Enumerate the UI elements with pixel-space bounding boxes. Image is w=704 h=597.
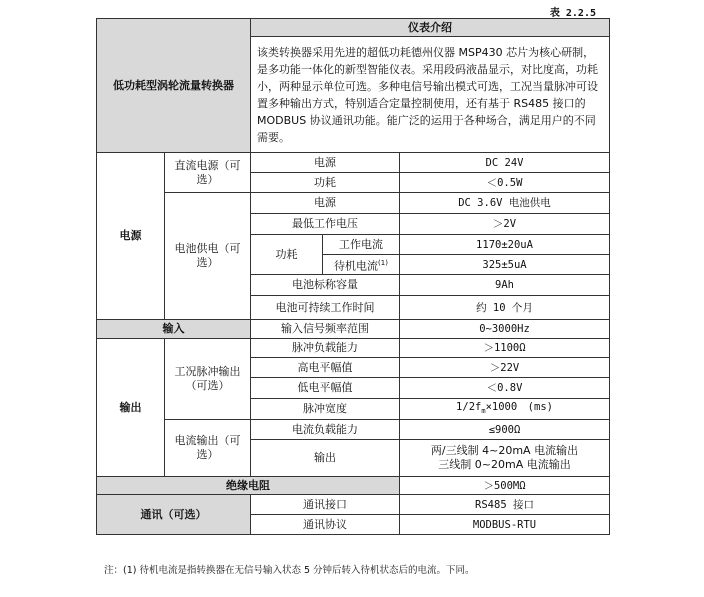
param-cell: 通讯协议: [251, 515, 400, 535]
param-cell: 最低工作电压: [251, 214, 400, 235]
table-row: [97, 320, 610, 339]
param-cell: [323, 255, 400, 275]
param-cell: 脉冲宽度: [251, 399, 400, 420]
table-row: [97, 477, 610, 495]
table-row: [97, 19, 610, 37]
footnote: 注：(1) 待机电流是指转换器在无信号输入状态 5 分钟后转入待机状态后的电流。下同。: [104, 565, 475, 576]
product-name-cell: 低功耗型涡轮流量转换器: [97, 19, 251, 153]
input-label: 输入: [97, 320, 251, 339]
value-cell: DC 24V: [400, 153, 610, 173]
formula-subscript: m: [481, 407, 486, 416]
current-output-line2: 三线制 0~20mA 电流输出: [438, 458, 571, 471]
value-cell: DC 3.6V 电池供电: [400, 193, 610, 214]
standby-label: 待机电流: [334, 259, 379, 273]
param-cell: 高电平幅值: [251, 358, 400, 378]
insulation-label: 绝缘电阻: [97, 477, 400, 495]
param-cell: 电源: [251, 193, 400, 214]
consumption-label: 功耗: [251, 235, 323, 275]
table-row: [97, 193, 610, 214]
dc-power-label: 直流电源（可选）: [165, 153, 251, 193]
output-label: 输出: [97, 339, 165, 477]
value-cell: 9Ah: [400, 275, 610, 296]
table-row: [97, 153, 610, 173]
spec-table: [96, 18, 610, 535]
value-cell: ＞22V: [400, 358, 610, 378]
param-cell: 工作电流: [323, 235, 400, 255]
value-cell: 约 10 个月: [400, 296, 610, 320]
current-output-label: 电流输出（可选）: [165, 420, 251, 477]
intro-title: 仪表介绍: [251, 19, 610, 37]
value-cell: [400, 440, 610, 477]
value-cell: 0~3000Hz: [400, 320, 610, 339]
value-cell: 325±5uA: [400, 255, 610, 275]
footnote-ref: (1): [378, 258, 388, 267]
param-cell: 输出: [251, 440, 400, 477]
table-row: [97, 495, 610, 515]
value-cell: ≤900Ω: [400, 420, 610, 440]
param-cell: 脉冲负载能力: [251, 339, 400, 358]
param-cell: 电池标称容量: [251, 275, 400, 296]
value-cell: MODBUS-RTU: [400, 515, 610, 535]
table-row: [97, 339, 610, 358]
value-cell: ＜0.5W: [400, 173, 610, 193]
pulse-output-label: 工况脉冲输出（可选）: [165, 339, 251, 420]
value-cell: RS485 接口: [400, 495, 610, 515]
param-cell: 输入信号频率范围: [251, 320, 400, 339]
param-cell: 低电平幅值: [251, 378, 400, 399]
comm-label: 通讯（可选）: [97, 495, 251, 535]
power-label: 电源: [97, 153, 165, 320]
value-cell: ＞500MΩ: [400, 477, 610, 495]
pulse-width-formula: 1/2f: [456, 400, 482, 413]
value-cell: ＞2V: [400, 214, 610, 235]
table-row: [97, 420, 610, 440]
intro-text: 该类转换器采用先进的超低功耗德州仪器 MSP430 芯片为核心研制，是多功能一体化的新型智能仪表。采用段码液晶显示，对比度高，功耗小，两种显示单位可选。多种电信号输出模式可选，工况当量脉冲可设置多种输出方式，特别适合定量控制使用，还有基于 RS485 接口的 MODBUS 协议通讯功能。能广泛的运用于各种场合，满足用户的不同需要。: [251, 37, 610, 153]
battery-power-label: 电池供电（可选）: [165, 193, 251, 320]
table-number: 表 2.2.5: [549, 8, 596, 19]
value-cell: ＞1100Ω: [400, 339, 610, 358]
param-cell: 电源: [251, 153, 400, 173]
value-cell: 1170±20uA: [400, 235, 610, 255]
current-output-line1: 两/三线制 4~20mA 电流输出: [430, 444, 579, 457]
param-cell: 通讯接口: [251, 495, 400, 515]
value-cell: ＜0.8V: [400, 378, 610, 399]
param-cell: 电流负载能力: [251, 420, 400, 440]
param-cell: 电池可持续工作时间: [251, 296, 400, 320]
param-cell: 功耗: [251, 173, 400, 193]
value-cell: [400, 399, 610, 420]
pulse-width-unit: ×1000 (ms): [485, 400, 553, 413]
